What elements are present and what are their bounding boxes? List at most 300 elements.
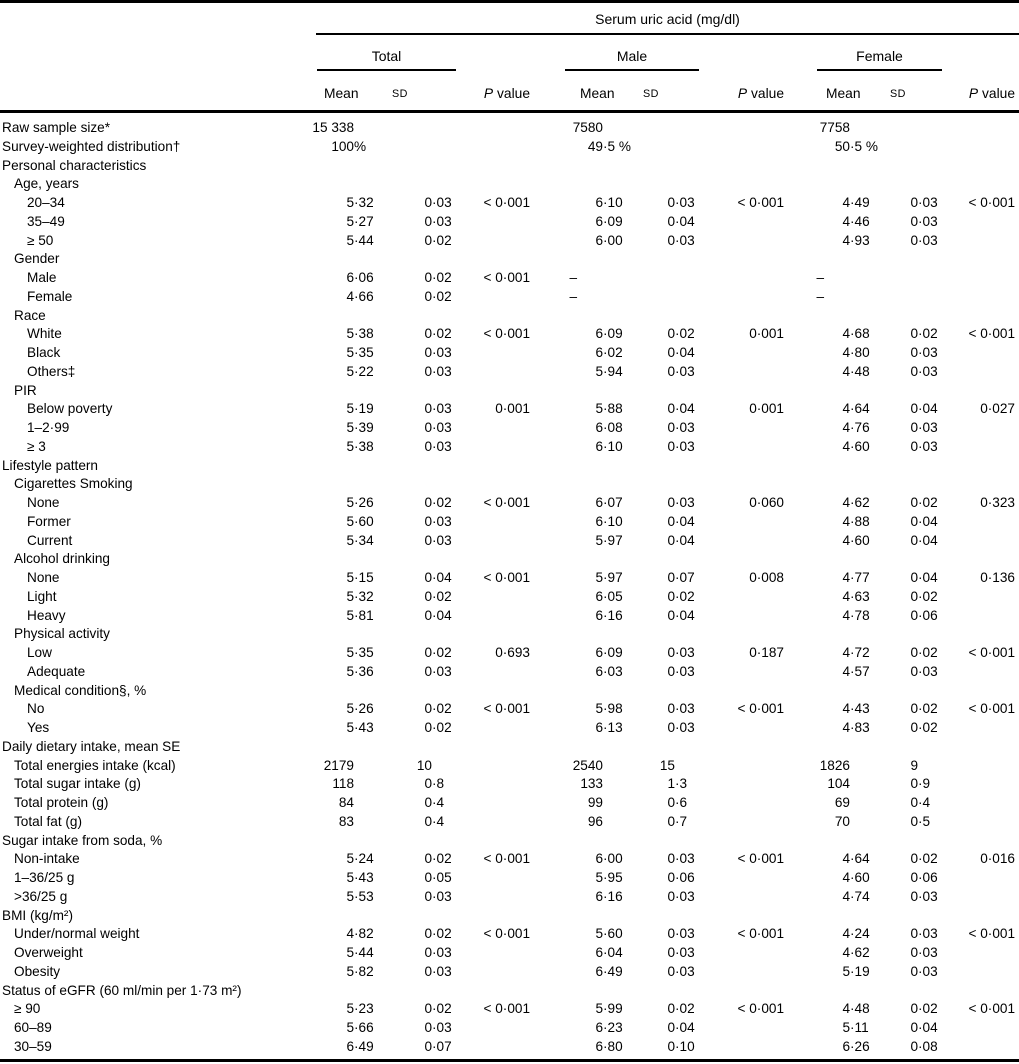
cell-int-part: 6 xyxy=(595,495,603,510)
cell-frac-part: ·48 xyxy=(850,1001,870,1017)
cell-frac-part: ·5 % xyxy=(603,138,631,154)
cell-frac-part xyxy=(850,794,874,813)
cell-int-part: 6 xyxy=(595,645,603,660)
cell-int-part: 0 xyxy=(910,345,918,360)
cell-male-mean xyxy=(534,682,627,701)
cell-int-part: 5 xyxy=(346,720,354,735)
cell-total-mean xyxy=(290,719,378,738)
cell-frac-part: ·03 xyxy=(432,888,452,904)
cell-int-part: 0 xyxy=(667,926,675,942)
cell-total-mean xyxy=(290,232,378,251)
cell-female-pvalue xyxy=(942,457,1019,476)
cell-male-mean xyxy=(534,982,627,1001)
cell-frac-part: ·03 xyxy=(675,438,695,454)
cell-frac-part xyxy=(432,982,456,1001)
cell-frac-part: ·03 xyxy=(918,345,938,360)
row-label: ≥ 3 xyxy=(27,438,46,454)
cell-int-part: 6 xyxy=(595,213,603,229)
cell-total-sd xyxy=(378,869,456,888)
cell-female-sd xyxy=(874,982,942,1001)
cell-frac-part xyxy=(354,625,378,644)
cell-frac-part: ·04 xyxy=(675,213,695,229)
cell-female-sd xyxy=(874,532,942,551)
cell-male-sd xyxy=(627,1019,699,1038)
header-spacer xyxy=(942,35,1019,71)
cell-female-sd xyxy=(874,363,942,382)
cell-frac-part: ·57 xyxy=(850,663,870,679)
table-header-spanner-row xyxy=(0,3,1019,35)
cell-frac-part xyxy=(603,250,627,269)
cell-frac-part xyxy=(354,682,378,701)
cell-total-pvalue: 0·001 xyxy=(495,401,530,417)
col-header-sd-total: SD xyxy=(392,88,408,100)
cell-female-sd xyxy=(874,907,942,926)
cell-int-part xyxy=(874,550,918,569)
table-row xyxy=(0,138,1019,157)
cell-int-part: 0 xyxy=(424,326,432,342)
cell-total-sd xyxy=(378,194,456,213)
cell-int-part xyxy=(874,832,918,851)
cell-frac-part xyxy=(432,907,456,926)
cell-female-sd xyxy=(874,569,942,588)
cell-int-part: 0 xyxy=(424,438,432,454)
cell-frac-part: ·02 xyxy=(432,326,452,342)
row-label: Black xyxy=(27,345,61,360)
cell-male-mean xyxy=(534,944,627,963)
cell-female-pvalue xyxy=(942,250,1019,269)
cell-frac-part xyxy=(432,175,456,194)
cell-total-mean xyxy=(290,625,378,644)
table-row xyxy=(0,850,1019,869)
cell-int-part: 0 xyxy=(667,851,675,867)
cell-int-part: 6 xyxy=(595,720,603,735)
row-label: Former xyxy=(27,513,71,529)
table-row xyxy=(0,344,1019,363)
cell-total-mean xyxy=(290,419,378,438)
cell-female-sd xyxy=(874,850,942,869)
cell-int-part xyxy=(378,157,432,176)
cell-int-part xyxy=(788,382,850,401)
cell-total-pvalue xyxy=(456,157,534,176)
cell-total-sd xyxy=(378,325,456,344)
cell-female-mean xyxy=(788,869,874,888)
cell-female-pvalue xyxy=(942,382,1019,401)
cell-frac-part: ·80 xyxy=(603,1038,623,1054)
cell-int-part xyxy=(534,382,603,401)
cell-male-pvalue: 0·001 xyxy=(749,326,784,342)
cell-int-part xyxy=(627,475,675,494)
cell-frac-part xyxy=(354,775,378,794)
cell-total-pvalue xyxy=(456,682,534,701)
cell-female-mean xyxy=(788,1000,874,1019)
table-row xyxy=(0,888,1019,907)
cell-int-part: 9 xyxy=(910,757,918,773)
cell-frac-part: ·03 xyxy=(675,963,695,979)
cell-male-mean xyxy=(534,325,627,344)
cell-male-pvalue xyxy=(699,1019,788,1038)
cell-frac-part: ·44 xyxy=(354,232,374,248)
row-label: Others‡ xyxy=(27,363,76,379)
cell-male-sd xyxy=(627,250,699,269)
cell-male-pvalue xyxy=(699,1038,788,1057)
cell-int-part xyxy=(627,682,675,701)
cell-int-part: 0 xyxy=(910,1020,918,1035)
cell-male-sd xyxy=(627,588,699,607)
table-row xyxy=(0,1000,1019,1019)
cell-frac-part: ·03 xyxy=(918,926,938,942)
cell-frac-part xyxy=(432,382,456,401)
cell-frac-part xyxy=(850,738,874,757)
cell-frac-part: ·04 xyxy=(918,401,938,417)
cell-male-pvalue xyxy=(699,738,788,757)
cell-total-mean xyxy=(290,813,378,832)
cell-frac-part xyxy=(918,757,942,776)
cell-total-pvalue xyxy=(456,963,534,982)
cell-male-mean xyxy=(534,138,631,157)
cell-female-mean xyxy=(788,588,874,607)
cell-male-mean xyxy=(534,532,627,551)
cell-frac-part: ·24 xyxy=(354,851,374,867)
cell-frac-part xyxy=(918,682,942,701)
cell-frac-part: ·02 xyxy=(432,701,452,717)
cell-female-pvalue xyxy=(942,607,1019,626)
cell-int-part: 5 xyxy=(595,870,603,885)
cell-male-pvalue xyxy=(699,625,788,644)
cell-female-pvalue xyxy=(942,907,1019,926)
table-row xyxy=(0,438,1019,457)
cell-male-sd xyxy=(627,963,699,982)
cell-frac-part xyxy=(432,682,456,701)
cell-int-part: 0 xyxy=(667,870,675,885)
table-row xyxy=(0,588,1019,607)
col-header-sd-female: SD xyxy=(890,88,906,100)
cell-int-part xyxy=(290,907,354,926)
cell-int-part: 99 xyxy=(587,795,603,810)
cell-frac-part xyxy=(850,907,874,926)
cell-frac-part: ·03 xyxy=(432,513,452,529)
cell-int-part xyxy=(788,457,850,476)
cell-int-part: 5 xyxy=(346,213,354,229)
cell-total-mean xyxy=(290,175,378,194)
cell-frac-part: ·38 xyxy=(354,326,374,342)
cell-male-sd xyxy=(627,494,699,513)
cell-frac-part xyxy=(675,625,699,644)
cell-female-pvalue xyxy=(942,175,1019,194)
cell-int-part: 0 xyxy=(424,288,432,304)
row-label: Cigarettes Smoking xyxy=(14,476,133,492)
cell-int-part xyxy=(378,382,432,401)
cell-male-sd xyxy=(627,157,699,176)
cell-frac-part: ·03 xyxy=(432,532,452,548)
cell-male-pvalue: < 0·001 xyxy=(737,195,784,210)
cell-female-mean xyxy=(788,569,874,588)
row-label: Yes xyxy=(27,720,50,735)
cell-int-part xyxy=(874,288,918,307)
cell-female-sd xyxy=(874,944,942,963)
cell-int-part xyxy=(290,475,354,494)
cell-frac-part: ·08 xyxy=(603,420,623,435)
cell-female-mean xyxy=(788,813,874,832)
cell-int-part: 6 xyxy=(842,1038,850,1054)
cell-frac-part: ·82 xyxy=(354,963,374,979)
cell-female-sd xyxy=(874,757,942,776)
cell-frac-part: ·02 xyxy=(918,326,938,342)
cell-int-part: – xyxy=(569,270,577,285)
cell-male-sd xyxy=(627,194,699,213)
cell-female-pvalue: < 0·001 xyxy=(968,1001,1015,1017)
cell-female-mean xyxy=(788,757,874,776)
cell-total-pvalue xyxy=(456,513,534,532)
cell-frac-part: ·10 xyxy=(603,513,623,529)
cell-male-pvalue xyxy=(699,119,788,138)
row-label: PIR xyxy=(14,382,37,398)
cell-frac-part: ·02 xyxy=(432,926,452,942)
cell-int-part xyxy=(534,832,603,851)
cell-total-pvalue xyxy=(456,213,534,232)
cell-int-part: 0 xyxy=(667,1038,675,1054)
cell-frac-part: ·04 xyxy=(675,513,695,529)
cell-frac-part: ·62 xyxy=(850,945,870,960)
cell-total-sd xyxy=(378,213,456,232)
cell-frac-part: ·06 xyxy=(354,270,374,285)
cell-total-sd xyxy=(378,513,456,532)
cell-frac-part: ·03 xyxy=(432,213,452,229)
cell-frac-part: ·09 xyxy=(603,326,623,342)
cell-int-part xyxy=(874,250,918,269)
cell-frac-part: ·26 xyxy=(354,701,374,717)
cell-int-part xyxy=(290,832,354,851)
section-row xyxy=(0,382,1019,401)
cell-int-part: 0 xyxy=(424,588,432,604)
cell-total-sd xyxy=(378,588,456,607)
cell-female-pvalue xyxy=(942,738,1019,757)
cell-frac-part: ·02 xyxy=(675,588,695,604)
cell-total-sd xyxy=(378,363,456,382)
cell-frac-part: ·03 xyxy=(918,945,938,960)
cell-female-mean xyxy=(788,982,874,1001)
cell-female-sd xyxy=(874,775,942,794)
cell-int-part: 6 xyxy=(595,588,603,604)
cell-int-part: 50 xyxy=(834,138,850,154)
table-row xyxy=(0,794,1019,813)
cell-total-mean xyxy=(290,457,378,476)
table-row xyxy=(0,269,1019,288)
row-label: Obesity xyxy=(14,963,61,979)
col-header-mean-female: Mean xyxy=(826,86,861,101)
cell-frac-part: ·09 xyxy=(603,213,623,229)
cell-total-sd xyxy=(378,400,456,419)
cell-int-part: 5 xyxy=(346,495,354,510)
cell-int-part: 1826 xyxy=(819,757,850,773)
cell-total-sd xyxy=(378,607,456,626)
cell-frac-part xyxy=(354,550,378,569)
cell-frac-part: ·03 xyxy=(918,232,938,248)
cell-female-pvalue: 0·016 xyxy=(980,851,1015,867)
cell-int-part: 5 xyxy=(595,1001,603,1017)
cell-total-mean xyxy=(290,494,378,513)
table-row xyxy=(0,944,1019,963)
cell-total-mean xyxy=(290,213,378,232)
cell-int-part xyxy=(627,550,675,569)
cell-frac-part xyxy=(354,157,378,176)
cell-int-part xyxy=(788,550,850,569)
cell-female-sd xyxy=(874,588,942,607)
row-label: 30–59 xyxy=(14,1038,52,1054)
cell-total-sd xyxy=(378,419,456,438)
cell-total-pvalue: < 0·001 xyxy=(483,926,530,942)
cell-frac-part xyxy=(603,832,627,851)
cell-male-pvalue xyxy=(699,757,788,776)
table-row xyxy=(0,213,1019,232)
group-header-label: Female xyxy=(817,35,942,71)
cell-frac-part xyxy=(918,175,942,194)
cell-female-sd xyxy=(874,925,942,944)
cell-female-mean xyxy=(788,607,874,626)
row-label: Overweight xyxy=(14,945,83,960)
cell-female-sd xyxy=(874,438,942,457)
cell-frac-part xyxy=(432,307,456,326)
cell-int-part xyxy=(290,625,354,644)
cell-total-pvalue: 0·693 xyxy=(495,645,530,660)
section-row xyxy=(0,907,1019,926)
cell-int-part: 0 xyxy=(910,213,918,229)
table-row xyxy=(0,925,1019,944)
cell-male-pvalue xyxy=(699,382,788,401)
cell-frac-part: ·02 xyxy=(918,495,938,510)
cell-int-part: 0 xyxy=(424,945,432,960)
cell-int-part xyxy=(627,457,675,476)
cell-female-sd xyxy=(874,1038,942,1057)
cell-total-mean xyxy=(290,607,378,626)
cell-male-mean xyxy=(534,719,627,738)
cell-int-part: 4 xyxy=(842,195,850,210)
cell-total-sd xyxy=(378,907,456,926)
cell-int-part: 5 xyxy=(842,963,850,979)
cell-int-part xyxy=(290,382,354,401)
cell-female-sd xyxy=(874,513,942,532)
cell-male-pvalue xyxy=(699,344,788,363)
cell-total-pvalue xyxy=(456,288,534,307)
cell-frac-part: ·02 xyxy=(432,270,452,285)
cell-total-mean xyxy=(290,569,378,588)
cell-int-part xyxy=(627,269,675,288)
cell-int-part: 5 xyxy=(346,588,354,604)
cell-int-part: 5 xyxy=(595,701,603,717)
cell-frac-part: ·03 xyxy=(675,363,695,379)
cell-total-sd xyxy=(378,832,456,851)
cell-male-sd xyxy=(627,269,699,288)
cell-frac-part: ·97 xyxy=(603,532,623,548)
row-label: Total sugar intake (g) xyxy=(14,776,141,792)
cell-frac-part: ·03 xyxy=(675,195,695,210)
cell-frac-part: ·64 xyxy=(850,401,870,417)
cell-frac-part: ·03 xyxy=(675,420,695,435)
cell-int-part: – xyxy=(816,270,824,285)
cell-frac-part: ·06 xyxy=(918,607,938,623)
cell-male-mean xyxy=(534,663,627,682)
cell-int-part: 0 xyxy=(667,645,675,660)
cell-int-part: 0 xyxy=(910,701,918,717)
cell-frac-part xyxy=(918,907,942,926)
section-row xyxy=(0,475,1019,494)
cell-int-part xyxy=(874,457,918,476)
cell-female-mean xyxy=(788,550,874,569)
cell-int-part xyxy=(788,625,850,644)
row-label: Lifestyle pattern xyxy=(2,457,98,473)
section-row xyxy=(0,832,1019,851)
cell-frac-part: ·06 xyxy=(675,870,695,885)
cell-male-pvalue xyxy=(699,232,788,251)
cell-female-mean xyxy=(788,907,874,926)
cell-female-sd xyxy=(874,794,942,813)
cell-total-mean xyxy=(290,944,378,963)
cell-female-mean xyxy=(788,438,874,457)
cell-frac-part xyxy=(603,682,627,701)
cell-frac-part: ·03 xyxy=(918,663,938,679)
cell-frac-part: ·08 xyxy=(918,1038,938,1054)
cell-int-part xyxy=(874,682,918,701)
cell-male-mean xyxy=(534,757,627,776)
cell-male-pvalue xyxy=(699,869,788,888)
cell-male-sd xyxy=(627,344,699,363)
cell-int-part: 0 xyxy=(424,926,432,942)
cell-total-sd xyxy=(378,1019,456,1038)
cell-male-sd xyxy=(627,757,699,776)
cell-frac-part: ·04 xyxy=(918,570,938,585)
cell-frac-part: ·19 xyxy=(850,963,870,979)
cell-frac-part: % xyxy=(354,138,367,154)
cell-int-part: 0 xyxy=(667,420,675,435)
cell-int-part xyxy=(534,625,603,644)
cell-frac-part xyxy=(432,625,456,644)
cell-int-part: 96 xyxy=(587,813,603,829)
cell-int-part: 0 xyxy=(667,1001,675,1017)
cell-male-pvalue xyxy=(699,363,788,382)
cell-female-mean xyxy=(788,1038,874,1057)
cell-female-pvalue xyxy=(942,550,1019,569)
cell-int-part xyxy=(627,907,675,926)
cell-int-part: 0 xyxy=(910,513,918,529)
cell-female-sd xyxy=(874,194,942,213)
cell-int-part xyxy=(627,138,675,157)
cell-frac-part xyxy=(603,307,627,326)
cell-frac-part: ·03 xyxy=(432,438,452,454)
cell-male-mean xyxy=(534,457,627,476)
table-row xyxy=(0,663,1019,682)
cell-total-sd xyxy=(378,119,456,138)
cell-male-mean xyxy=(534,157,627,176)
section-row xyxy=(0,982,1019,1001)
cell-male-sd xyxy=(627,382,699,401)
cell-int-part xyxy=(627,250,675,269)
cell-frac-part: ·02 xyxy=(432,851,452,867)
col-header-p-male: P value xyxy=(737,86,784,101)
cell-frac-part xyxy=(850,832,874,851)
cell-frac-part: ·03 xyxy=(432,401,452,417)
cell-female-pvalue xyxy=(942,944,1019,963)
cell-int-part: 5 xyxy=(346,870,354,885)
cell-total-pvalue: < 0·001 xyxy=(483,195,530,210)
cell-int-part: 0 xyxy=(667,963,675,979)
table-row xyxy=(0,400,1019,419)
cell-int-part: 0 xyxy=(667,401,675,417)
cell-frac-part: ·04 xyxy=(675,1020,695,1035)
cell-frac-part: ·6 xyxy=(675,795,688,810)
cell-int-part: 0 xyxy=(910,570,918,585)
cell-male-sd xyxy=(627,1038,699,1057)
cell-total-pvalue xyxy=(456,719,534,738)
cell-int-part: 4 xyxy=(842,588,850,604)
